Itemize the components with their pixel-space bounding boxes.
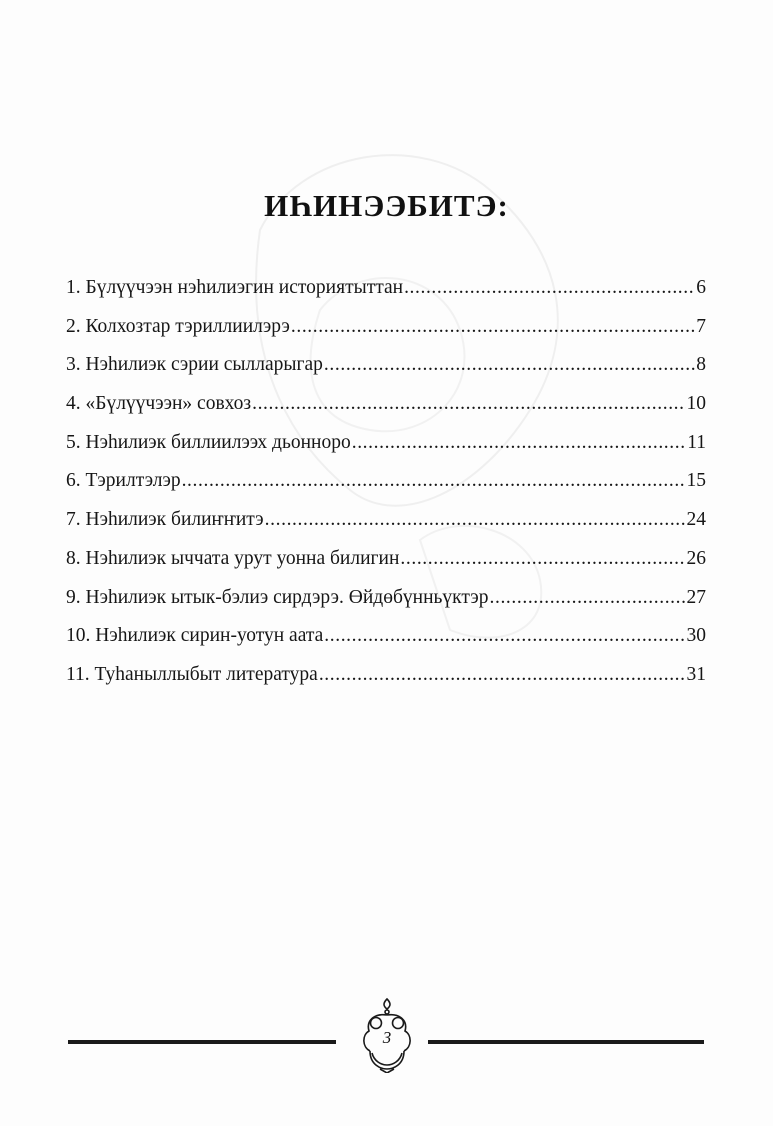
toc-entry xyxy=(66,393,706,432)
toc-entry-label: 8. Нэһилиэк ыччата урут уонна билигин xyxy=(66,547,400,569)
toc-entry-page: 27 xyxy=(686,586,706,608)
toc-entry xyxy=(66,587,706,626)
toc-entry xyxy=(66,354,706,393)
toc-entry-page: 30 xyxy=(686,625,706,647)
toc-entry-label: 1. Бүлүүчээн нэһилиэгин историятыттан xyxy=(66,277,404,298)
toc-dot-leader xyxy=(291,316,695,338)
toc-entry-page: 31 xyxy=(686,663,706,685)
toc-entry-label: 7. Нэһилиэк билиҥҥитэ xyxy=(66,509,264,531)
toc-entry xyxy=(66,432,706,471)
toc-entry-page: 10 xyxy=(686,393,706,415)
toc-entry-page: 6 xyxy=(696,277,706,298)
footer-rule-left xyxy=(68,1040,336,1044)
toc-entry-page: 8 xyxy=(696,354,706,376)
toc-dot-leader xyxy=(400,548,685,570)
toc-entry-label: 6. Тэрилтэлэр xyxy=(66,470,181,492)
toc-dot-leader xyxy=(404,277,695,299)
toc-entry-label: 2. Колхозтар тэриллиилэрэ xyxy=(66,315,290,337)
toc-entry xyxy=(66,625,706,664)
toc-entry-page: 26 xyxy=(686,547,706,569)
table-of-contents xyxy=(66,277,706,703)
toc-entry xyxy=(66,316,706,355)
toc-dot-leader xyxy=(352,432,686,454)
toc-entry xyxy=(66,509,706,548)
toc-dot-leader xyxy=(182,470,686,492)
toc-entry xyxy=(66,277,706,316)
toc-dot-leader xyxy=(319,664,686,686)
toc-entry-label: 11. Туһаныллыбыт литература xyxy=(66,663,318,685)
page-number: 3 xyxy=(382,1028,392,1047)
toc-entry-label: 3. Нэһилиэк сэрии сылларыгар xyxy=(66,354,323,376)
footer-rule-right xyxy=(428,1040,704,1044)
toc-entry xyxy=(66,548,706,587)
toc-entry-label: 4. «Бүлүүчээн» совхоз xyxy=(66,393,252,415)
toc-entry-page: 24 xyxy=(686,509,706,531)
toc-dot-leader xyxy=(324,625,685,647)
toc-entry-page: 15 xyxy=(686,470,706,492)
toc-entry-label: 5. Нэһилиэк биллиилээх дьонноро xyxy=(66,431,351,453)
toc-entry-label: 9. Нэһилиэк ытык-бэлиэ сирдэрэ. Өйдөбүнньүктэр xyxy=(66,586,489,608)
toc-entry-page: 11 xyxy=(687,431,706,453)
page-title: ИҺИНЭЭБИТЭ: xyxy=(264,187,509,223)
toc-dot-leader xyxy=(324,354,695,376)
toc-dot-leader xyxy=(265,509,686,531)
toc-entry-label: 10. Нэһилиэк сирин-уотун аата xyxy=(66,625,324,647)
toc-dot-leader xyxy=(490,587,686,609)
toc-entry xyxy=(66,664,706,703)
toc-dot-leader xyxy=(252,393,685,415)
toc-entry xyxy=(66,470,706,509)
toc-entry-page: 7 xyxy=(696,315,706,337)
